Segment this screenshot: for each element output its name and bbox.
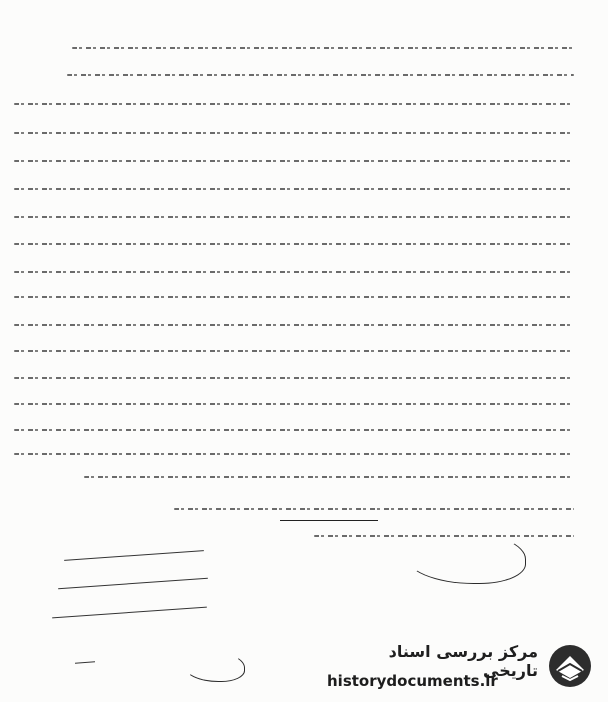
handwritten-line: [14, 216, 574, 218]
signature: [404, 532, 526, 584]
handwritten-line: [72, 47, 574, 49]
handwritten-line: [14, 350, 574, 352]
handwritten-line: [84, 476, 574, 478]
archive-url: historydocuments.ir: [327, 672, 498, 690]
handwritten-line: [14, 271, 574, 273]
handwritten-line: [14, 324, 574, 326]
signature-note-line: [75, 661, 95, 663]
handwritten-line: [14, 377, 574, 379]
signature-note-line: [64, 550, 204, 561]
handwritten-line: [14, 296, 574, 298]
handwritten-line: [14, 453, 574, 455]
handwritten-line: [14, 429, 574, 431]
closing-line: [280, 520, 378, 521]
handwritten-line: [14, 403, 574, 405]
signature-note-line: [58, 578, 208, 589]
archive-watermark: [320, 630, 596, 702]
handwritten-line: [67, 74, 574, 76]
handwritten-line: [14, 188, 574, 190]
handwritten-line: [14, 160, 574, 162]
handwritten-line: [14, 243, 574, 245]
archive-book-icon: [548, 636, 592, 696]
handwritten-line: [14, 132, 574, 134]
handwritten-line: [174, 508, 574, 510]
signature-note-line: [52, 607, 207, 619]
signature: [183, 652, 245, 682]
archive-name: مرکز بررسی اسناد تاریخی: [388, 642, 538, 680]
handwritten-line: [14, 103, 574, 105]
